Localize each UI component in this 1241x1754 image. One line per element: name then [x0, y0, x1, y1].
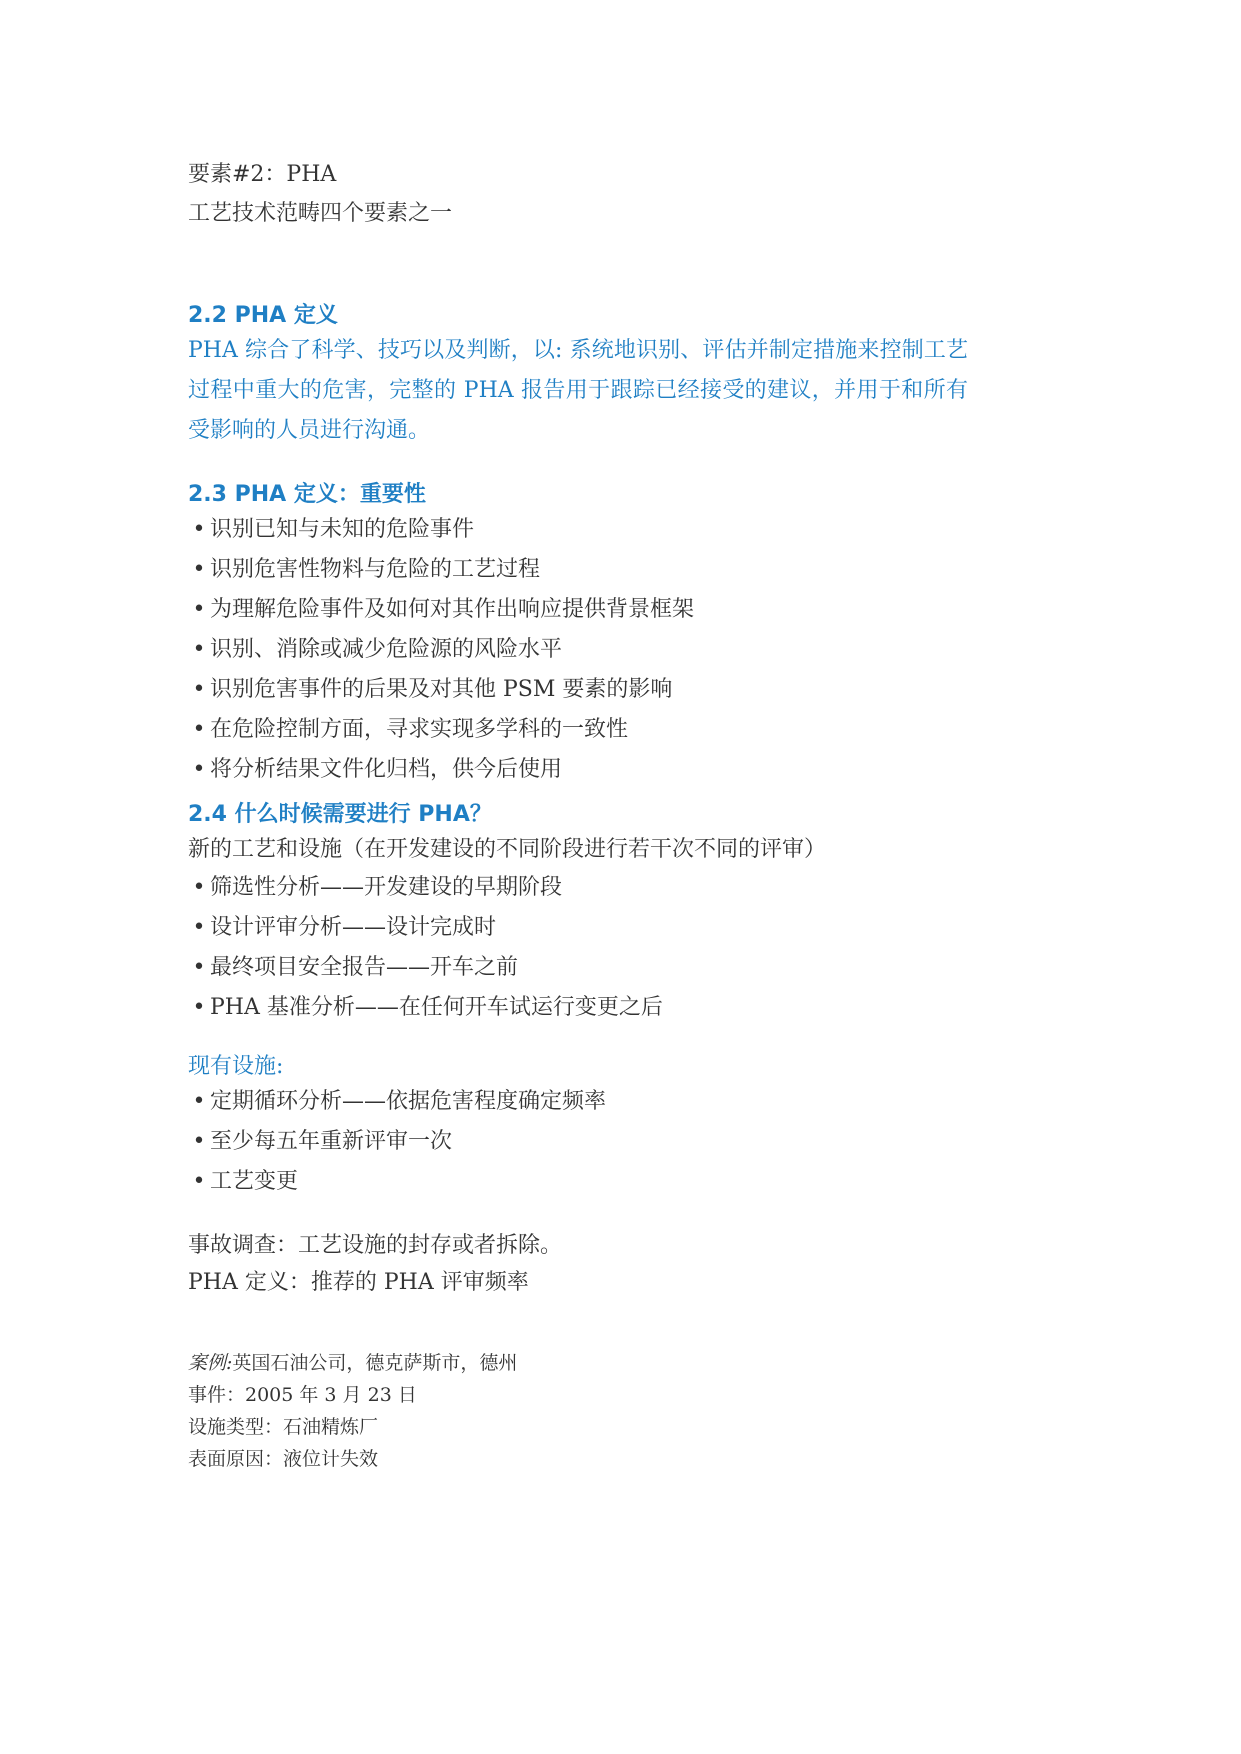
element-title: 要素#2：PHA [188, 162, 337, 187]
list-item: • 筛选性分析——开发建设的早期阶段 [188, 868, 663, 908]
bullet-icon: • [192, 1169, 206, 1194]
list-item: • 在危险控制方面，寻求实现多学科的一致性 [188, 710, 694, 750]
bullet-icon: • [192, 597, 206, 622]
case-surface-cause: 表面原因：液位计失效 [188, 1448, 379, 1470]
list-item: • 为理解危险事件及如何对其作出响应提供背景框架 [188, 590, 694, 630]
bullet-icon: • [192, 637, 206, 662]
section-2-2-paragraph: PHA 综合了科学、技巧以及判断，以: 系统地识别、评估并制定措施来控制工艺过程中重大的危害，完整的 PHA 报告用于跟踪已经接受的建议，并用于和所有受影响的人员进行沟通。 [188, 338, 968, 443]
bullet-icon: • [192, 995, 206, 1020]
case-location-line [188, 1347, 517, 1379]
case-facility-type: 设施类型：石油精炼厂 [188, 1416, 379, 1438]
list-item: • PHA 基准分析——在任何开车试运行变更之后 [188, 988, 663, 1028]
list-item: • 识别已知与未知的危险事件 [188, 510, 694, 550]
list-item: • 工艺变更 [188, 1162, 606, 1202]
bullet-icon: • [192, 955, 206, 980]
bullet-icon: • [192, 557, 206, 582]
bullet-icon: • [192, 677, 206, 702]
list-item: • 至少每五年重新评审一次 [188, 1122, 606, 1162]
section-2-3-heading: 2.3 PHA 定义：重要性 [188, 482, 426, 507]
bullet-icon: • [192, 875, 206, 900]
accident-investigation-line: 事故调查：工艺设施的封存或者拆除。 [188, 1233, 563, 1258]
list-item: • 最终项目安全报告——开车之前 [188, 948, 663, 988]
bullet-icon: • [192, 1129, 206, 1154]
case-location: 英国石油公司，德克萨斯市，德州 [232, 1352, 518, 1374]
list-item: • 识别危害事件的后果及对其他 PSM 要素的影响 [188, 670, 694, 710]
bullet-icon: • [192, 915, 206, 940]
list-item: • 将分析结果文件化归档，供今后使用 [188, 750, 694, 790]
bullet-icon: • [192, 717, 206, 742]
section-2-4-intro: 新的工艺和设施（在开发建设的不同阶段进行若干次不同的评审） [188, 837, 827, 862]
section-2-4-heading: 2.4 什么时候需要进行 PHA？ [188, 802, 492, 827]
list-item: • 识别、消除或减少危险源的风险水平 [188, 630, 694, 670]
list-item: • 定期循环分析——依据危害程度确定频率 [188, 1082, 606, 1122]
case-event: 事件：2005 年 3 月 23 日 [188, 1384, 417, 1406]
existing-facilities-list [188, 1082, 606, 1202]
list-item: • 识别危害性物料与危险的工艺过程 [188, 550, 694, 590]
existing-facilities-heading: 现有设施: [188, 1054, 284, 1079]
bullet-icon: • [192, 517, 206, 542]
section-2-3-list [188, 510, 694, 790]
section-2-4-list [188, 868, 663, 1028]
bullet-icon: • [192, 1089, 206, 1114]
review-frequency-line: PHA 定义：推荐的 PHA 评审频率 [188, 1270, 529, 1295]
section-2-2-heading: 2.2 PHA 定义 [188, 303, 338, 328]
list-item: • 设计评审分析——设计完成时 [188, 908, 663, 948]
bullet-icon: • [192, 757, 206, 782]
case-label: 案例: [188, 1352, 233, 1374]
element-subtitle: 工艺技术范畴四个要素之一 [188, 201, 453, 226]
